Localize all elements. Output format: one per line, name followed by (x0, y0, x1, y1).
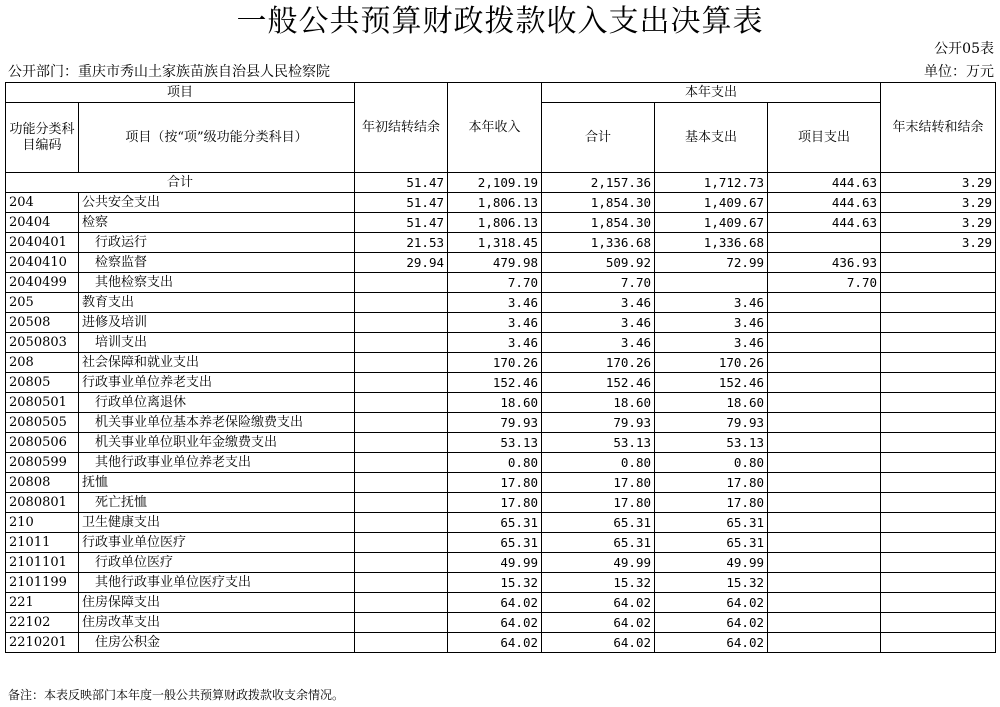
cell-name: 其他行政事业单位养老支出 (79, 453, 355, 473)
cell-total: 65.31 (542, 513, 655, 533)
cell-basic: 18.60 (655, 393, 768, 413)
cell-basic: 3.46 (655, 313, 768, 333)
cell-project (768, 373, 881, 393)
table-row (6, 333, 996, 353)
cell-name: 教育支出 (79, 293, 355, 313)
cell-total: 1,854.30 (542, 213, 655, 233)
cell-name: 机关事业单位基本养老保险缴费支出 (79, 413, 355, 433)
cell-basic: 79.93 (655, 413, 768, 433)
cell-income: 3.46 (448, 293, 542, 313)
cell-closing (881, 613, 996, 633)
cell-basic: 17.80 (655, 473, 768, 493)
cell-closing: 3.29 (881, 213, 996, 233)
cell-income: 7.70 (448, 273, 542, 293)
cell-code: 2080801 (6, 493, 79, 513)
cell-basic: 1,409.67 (655, 213, 768, 233)
cell-total: 18.60 (542, 393, 655, 413)
cell-name: 机关事业单位职业年金缴费支出 (79, 433, 355, 453)
cell-project (768, 553, 881, 573)
table-row (6, 593, 996, 613)
cell-code: 2210201 (6, 633, 79, 653)
table-row (6, 473, 996, 493)
table-row (6, 513, 996, 533)
cell-total: 3.46 (542, 293, 655, 313)
unit-label: 单位：万元 (924, 64, 994, 80)
cell-total: 1,336.68 (542, 233, 655, 253)
cell-project (768, 313, 881, 333)
cell-opening: 21.53 (355, 233, 448, 253)
cell-code: 221 (6, 593, 79, 613)
header-code: 功能分类科目编码 (6, 103, 79, 173)
cell-name: 行政单位医疗 (79, 553, 355, 573)
total-closing: 3.29 (881, 173, 996, 193)
cell-code: 22102 (6, 613, 79, 633)
header-expense-group: 本年支出 (542, 83, 881, 103)
cell-project (768, 333, 881, 353)
cell-income: 64.02 (448, 613, 542, 633)
cell-name: 行政单位离退休 (79, 393, 355, 413)
cell-opening (355, 413, 448, 433)
cell-name: 其他行政事业单位医疗支出 (79, 573, 355, 593)
table-row (6, 393, 996, 413)
cell-code: 20508 (6, 313, 79, 333)
cell-basic: 49.99 (655, 553, 768, 573)
cell-opening (355, 393, 448, 413)
cell-opening (355, 513, 448, 533)
cell-code: 2080501 (6, 393, 79, 413)
cell-income: 17.80 (448, 473, 542, 493)
cell-basic: 0.80 (655, 453, 768, 473)
cell-basic: 3.46 (655, 293, 768, 313)
cell-basic: 15.32 (655, 573, 768, 593)
cell-total: 3.46 (542, 333, 655, 353)
header-expense-total: 合计 (542, 103, 655, 173)
cell-income: 65.31 (448, 513, 542, 533)
cell-opening (355, 453, 448, 473)
table-row (6, 293, 996, 313)
cell-income: 65.31 (448, 533, 542, 553)
cell-total: 64.02 (542, 613, 655, 633)
cell-project (768, 613, 881, 633)
cell-code: 2040401 (6, 233, 79, 253)
cell-income: 18.60 (448, 393, 542, 413)
table-row (6, 493, 996, 513)
table-row (6, 313, 996, 333)
header-opening-balance: 年初结转结余 (355, 83, 448, 173)
cell-project (768, 433, 881, 453)
total-project: 444.63 (768, 173, 881, 193)
cell-total: 17.80 (542, 473, 655, 493)
cell-basic: 65.31 (655, 533, 768, 553)
cell-name: 公共安全支出 (79, 193, 355, 213)
cell-total: 53.13 (542, 433, 655, 453)
cell-basic: 72.99 (655, 253, 768, 273)
cell-code: 20404 (6, 213, 79, 233)
cell-name: 行政事业单位养老支出 (79, 373, 355, 393)
cell-income: 53.13 (448, 433, 542, 453)
cell-total: 7.70 (542, 273, 655, 293)
cell-closing (881, 493, 996, 513)
cell-code: 20808 (6, 473, 79, 493)
cell-total: 509.92 (542, 253, 655, 273)
cell-name: 检察监督 (79, 253, 355, 273)
cell-opening: 51.47 (355, 213, 448, 233)
cell-opening (355, 633, 448, 653)
cell-name: 社会保障和就业支出 (79, 353, 355, 373)
table-row (6, 233, 996, 253)
cell-total: 17.80 (542, 493, 655, 513)
cell-opening (355, 573, 448, 593)
cell-total: 1,854.30 (542, 193, 655, 213)
cell-basic (655, 273, 768, 293)
cell-income: 64.02 (448, 593, 542, 613)
total-opening: 51.47 (355, 173, 448, 193)
table-row (6, 213, 996, 233)
cell-name: 死亡抚恤 (79, 493, 355, 513)
cell-code: 20805 (6, 373, 79, 393)
cell-closing (881, 473, 996, 493)
cell-total: 49.99 (542, 553, 655, 573)
header-project: 项目支出 (768, 103, 881, 173)
header-closing-balance: 年末结转和结余 (881, 83, 996, 173)
cell-opening (355, 273, 448, 293)
cell-total: 64.02 (542, 593, 655, 613)
cell-basic: 64.02 (655, 613, 768, 633)
cell-code: 2080599 (6, 453, 79, 473)
cell-total: 152.46 (542, 373, 655, 393)
cell-opening (355, 293, 448, 313)
cell-income: 1,806.13 (448, 193, 542, 213)
cell-code: 208 (6, 353, 79, 373)
cell-total: 0.80 (542, 453, 655, 473)
cell-project (768, 533, 881, 553)
cell-closing (881, 593, 996, 613)
cell-project: 436.93 (768, 253, 881, 273)
cell-opening (355, 473, 448, 493)
cell-name: 行政运行 (79, 233, 355, 253)
cell-name: 抚恤 (79, 473, 355, 493)
cell-project: 444.63 (768, 213, 881, 233)
cell-income: 15.32 (448, 573, 542, 593)
cell-income: 3.46 (448, 333, 542, 353)
cell-income: 0.80 (448, 453, 542, 473)
cell-closing (881, 373, 996, 393)
cell-project (768, 293, 881, 313)
cell-total: 64.02 (542, 633, 655, 653)
cell-income: 1,806.13 (448, 213, 542, 233)
cell-code: 210 (6, 513, 79, 533)
cell-opening (355, 613, 448, 633)
cell-project (768, 493, 881, 513)
cell-code: 205 (6, 293, 79, 313)
cell-project (768, 453, 881, 473)
cell-closing (881, 393, 996, 413)
cell-income: 3.46 (448, 313, 542, 333)
cell-code: 2040410 (6, 253, 79, 273)
department-label: 公开部门：重庆市秀山土家族苗族自治县人民检察院 (8, 64, 330, 80)
table-row (6, 413, 996, 433)
cell-opening (355, 333, 448, 353)
header-basic: 基本支出 (655, 103, 768, 173)
cell-project (768, 473, 881, 493)
total-label: 合计 (6, 173, 355, 193)
cell-closing (881, 333, 996, 353)
table-row (6, 193, 996, 213)
cell-code: 2080505 (6, 413, 79, 433)
cell-opening (355, 353, 448, 373)
footnote: 备注：本表反映部门本年度一般公共预算财政拨款收支余情况。 (8, 688, 345, 702)
cell-name: 住房改革支出 (79, 613, 355, 633)
table-row (6, 633, 996, 653)
cell-basic: 3.46 (655, 333, 768, 353)
cell-total: 15.32 (542, 573, 655, 593)
cell-code: 21011 (6, 533, 79, 553)
header-item: 项目 (6, 83, 355, 103)
cell-income: 64.02 (448, 633, 542, 653)
cell-income: 49.99 (448, 553, 542, 573)
cell-closing (881, 413, 996, 433)
table-row (6, 573, 996, 593)
cell-name: 培训支出 (79, 333, 355, 353)
cell-project (768, 393, 881, 413)
cell-income: 79.93 (448, 413, 542, 433)
cell-closing (881, 313, 996, 333)
cell-basic: 64.02 (655, 633, 768, 653)
table-row (6, 433, 996, 453)
cell-name: 住房公积金 (79, 633, 355, 653)
cell-income: 1,318.45 (448, 233, 542, 253)
total-row (6, 173, 996, 193)
cell-code: 2040499 (6, 273, 79, 293)
cell-code: 2080506 (6, 433, 79, 453)
cell-project (768, 353, 881, 373)
cell-project (768, 593, 881, 613)
cell-opening (355, 493, 448, 513)
cell-income: 479.98 (448, 253, 542, 273)
cell-total: 79.93 (542, 413, 655, 433)
cell-name: 行政事业单位医疗 (79, 533, 355, 553)
cell-basic: 170.26 (655, 353, 768, 373)
cell-closing (881, 353, 996, 373)
header-income: 本年收入 (448, 83, 542, 173)
cell-income: 152.46 (448, 373, 542, 393)
table-row (6, 553, 996, 573)
cell-closing: 3.29 (881, 233, 996, 253)
table-row (6, 253, 996, 273)
cell-opening (355, 373, 448, 393)
cell-basic: 17.80 (655, 493, 768, 513)
cell-name: 进修及培训 (79, 313, 355, 333)
cell-basic: 64.02 (655, 593, 768, 613)
cell-basic: 65.31 (655, 513, 768, 533)
cell-code: 2050803 (6, 333, 79, 353)
cell-name: 卫生健康支出 (79, 513, 355, 533)
cell-opening (355, 533, 448, 553)
cell-basic: 1,409.67 (655, 193, 768, 213)
cell-name: 住房保障支出 (79, 593, 355, 613)
cell-basic: 53.13 (655, 433, 768, 453)
cell-project (768, 233, 881, 253)
cell-closing (881, 453, 996, 473)
cell-name: 其他检察支出 (79, 273, 355, 293)
total-basic: 1,712.73 (655, 173, 768, 193)
cell-project (768, 633, 881, 653)
form-number: 公开05表 (934, 41, 994, 57)
cell-total: 170.26 (542, 353, 655, 373)
cell-income: 17.80 (448, 493, 542, 513)
cell-code: 204 (6, 193, 79, 213)
cell-total: 65.31 (542, 533, 655, 553)
cell-closing (881, 573, 996, 593)
cell-income: 170.26 (448, 353, 542, 373)
table-row (6, 453, 996, 473)
table-row (6, 373, 996, 393)
cell-basic: 152.46 (655, 373, 768, 393)
cell-opening: 51.47 (355, 193, 448, 213)
table-row (6, 353, 996, 373)
cell-project: 444.63 (768, 193, 881, 213)
cell-project (768, 513, 881, 533)
table-row (6, 533, 996, 553)
cell-closing (881, 633, 996, 653)
cell-code: 2101101 (6, 553, 79, 573)
cell-opening: 29.94 (355, 253, 448, 273)
budget-table (5, 82, 996, 653)
cell-opening (355, 313, 448, 333)
cell-closing (881, 253, 996, 273)
cell-closing (881, 513, 996, 533)
total-expense: 2,157.36 (542, 173, 655, 193)
cell-opening (355, 593, 448, 613)
cell-closing (881, 553, 996, 573)
cell-project: 7.70 (768, 273, 881, 293)
report-title: 一般公共预算财政拨款收入支出决算表 (236, 4, 764, 39)
table-row (6, 613, 996, 633)
cell-opening (355, 433, 448, 453)
cell-closing (881, 533, 996, 553)
cell-closing (881, 433, 996, 453)
cell-opening (355, 553, 448, 573)
table-row (6, 273, 996, 293)
cell-project (768, 573, 881, 593)
cell-basic: 1,336.68 (655, 233, 768, 253)
total-income: 2,109.19 (448, 173, 542, 193)
cell-closing (881, 273, 996, 293)
cell-code: 2101199 (6, 573, 79, 593)
cell-closing: 3.29 (881, 193, 996, 213)
cell-closing (881, 293, 996, 313)
cell-project (768, 413, 881, 433)
cell-total: 3.46 (542, 313, 655, 333)
header-name: 项目（按“项”级功能分类科目） (79, 103, 355, 173)
cell-name: 检察 (79, 213, 355, 233)
